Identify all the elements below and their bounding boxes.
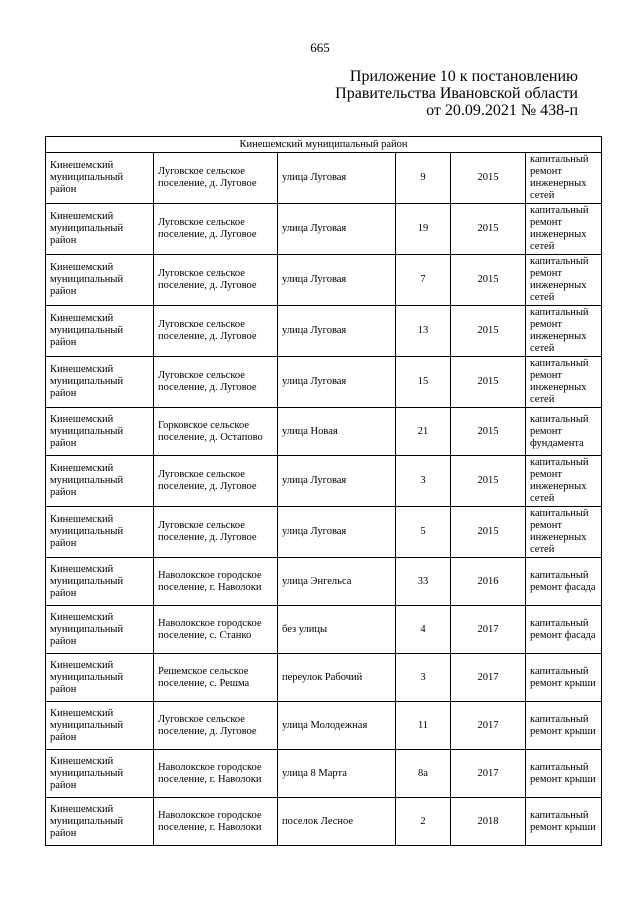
settlement-cell: Луговское сельское поселение, д. Луговое (154, 255, 278, 306)
street-cell: улица Луговая (278, 153, 396, 204)
work-type-cell: капитальный ремонт инженерных сетей (526, 456, 602, 507)
street-cell: улица Луговая (278, 255, 396, 306)
house-number-cell: 3 (396, 654, 451, 702)
district-cell: Кинешемский муниципальный район (46, 558, 154, 606)
year-cell: 2017 (451, 702, 526, 750)
house-number-cell: 15 (396, 357, 451, 408)
table-row (46, 204, 602, 255)
year-cell: 2015 (451, 507, 526, 558)
work-type-cell: капитальный ремонт инженерных сетей (526, 306, 602, 357)
house-number-cell: 3 (396, 456, 451, 507)
appendix-line-1: Приложение 10 к постановлению (349, 68, 578, 85)
year-cell: 2015 (451, 153, 526, 204)
year-cell: 2016 (451, 558, 526, 606)
work-type-cell: капитальный ремонт инженерных сетей (526, 357, 602, 408)
settlement-cell: Луговское сельское поселение, д. Луговое (154, 153, 278, 204)
settlement-cell: Наволокское городское поселение, с. Станко (154, 606, 278, 654)
district-cell: Кинешемский муниципальный район (46, 255, 154, 306)
house-number-cell: 19 (396, 204, 451, 255)
settlement-cell: Луговское сельское поселение, д. Луговое (154, 456, 278, 507)
table-row (46, 702, 602, 750)
table-row (46, 798, 602, 846)
year-cell: 2015 (451, 204, 526, 255)
year-cell: 2015 (451, 408, 526, 456)
settlement-cell: Наволокское городское поселение, г. Наволоки (154, 558, 278, 606)
street-cell: улица Луговая (278, 306, 396, 357)
street-cell: улица Молодежная (278, 702, 396, 750)
district-cell: Кинешемский муниципальный район (46, 153, 154, 204)
district-cell: Кинешемский муниципальный район (46, 654, 154, 702)
district-cell: Кинешемский муниципальный район (46, 606, 154, 654)
settlement-cell: Решемское сельское поселение, с. Решма (154, 654, 278, 702)
settlement-cell: Луговское сельское поселение, д. Луговое (154, 702, 278, 750)
district-cell: Кинешемский муниципальный район (46, 408, 154, 456)
house-number-cell: 21 (396, 408, 451, 456)
settlement-cell: Горковское сельское поселение, д. Остапово (154, 408, 278, 456)
house-number-cell: 7 (396, 255, 451, 306)
settlement-cell: Наволокское городское поселение, г. Наволоки (154, 798, 278, 846)
district-cell: Кинешемский муниципальный район (46, 204, 154, 255)
work-type-cell: капитальный ремонт крыши (526, 702, 602, 750)
table-row (46, 558, 602, 606)
year-cell: 2015 (451, 255, 526, 306)
work-type-cell: капитальный ремонт инженерных сетей (526, 153, 602, 204)
work-type-cell: капитальный ремонт крыши (526, 654, 602, 702)
district-header-row (46, 137, 602, 153)
year-cell: 2017 (451, 606, 526, 654)
street-cell: без улицы (278, 606, 396, 654)
settlement-cell: Луговское сельское поселение, д. Луговое (154, 204, 278, 255)
table-row (46, 153, 602, 204)
table-row (46, 408, 602, 456)
table-row (46, 606, 602, 654)
street-cell: улица Луговая (278, 456, 396, 507)
table-row (46, 750, 602, 798)
year-cell: 2017 (451, 750, 526, 798)
table-row (46, 507, 602, 558)
work-type-cell: капитальный ремонт фундамента (526, 408, 602, 456)
year-cell: 2015 (451, 357, 526, 408)
house-number-cell: 2 (396, 798, 451, 846)
house-number-cell: 5 (396, 507, 451, 558)
street-cell: улица 8 Марта (278, 750, 396, 798)
year-cell: 2017 (451, 654, 526, 702)
year-cell: 2015 (451, 456, 526, 507)
district-cell: Кинешемский муниципальный район (46, 702, 154, 750)
street-cell: переулок Рабочий (278, 654, 396, 702)
street-cell: улица Луговая (278, 204, 396, 255)
street-cell: улица Луговая (278, 357, 396, 408)
year-cell: 2018 (451, 798, 526, 846)
street-cell: улица Луговая (278, 507, 396, 558)
work-type-cell: капитальный ремонт инженерных сетей (526, 507, 602, 558)
year-cell: 2015 (451, 306, 526, 357)
table-body (46, 137, 602, 846)
table-row (46, 306, 602, 357)
settlement-cell: Наволокское городское поселение, г. Наволоки (154, 750, 278, 798)
house-number-cell: 11 (396, 702, 451, 750)
settlement-cell: Луговское сельское поселение, д. Луговое (154, 306, 278, 357)
settlement-cell: Луговское сельское поселение, д. Луговое (154, 507, 278, 558)
appendix-line-2: Правительства Ивановской области (335, 85, 578, 102)
district-cell: Кинешемский муниципальный район (46, 507, 154, 558)
work-type-cell: капитальный ремонт инженерных сетей (526, 255, 602, 306)
work-type-cell: капитальный ремонт крыши (526, 798, 602, 846)
district-cell: Кинешемский муниципальный район (46, 456, 154, 507)
table-row (46, 357, 602, 408)
table-row (46, 654, 602, 702)
work-type-cell: капитальный ремонт крыши (526, 750, 602, 798)
street-cell: поселок Лесное (278, 798, 396, 846)
street-cell: улица Энгельса (278, 558, 396, 606)
table-row (46, 456, 602, 507)
district-cell: Кинешемский муниципальный район (46, 306, 154, 357)
house-number-cell: 9 (396, 153, 451, 204)
page-number: 665 (310, 40, 330, 55)
appendix-header (335, 68, 578, 119)
street-cell: улица Новая (278, 408, 396, 456)
appendix-line-3: от 20.09.2021 № 438-п (426, 102, 578, 119)
work-type-cell: капитальный ремонт фасада (526, 558, 602, 606)
district-cell: Кинешемский муниципальный район (46, 798, 154, 846)
work-type-cell: капитальный ремонт фасада (526, 606, 602, 654)
house-number-cell: 8а (396, 750, 451, 798)
settlement-cell: Луговское сельское поселение, д. Луговое (154, 357, 278, 408)
house-number-cell: 4 (396, 606, 451, 654)
work-type-cell: капитальный ремонт инженерных сетей (526, 204, 602, 255)
table-row (46, 255, 602, 306)
housing-repair-table (45, 136, 602, 846)
district-cell: Кинешемский муниципальный район (46, 750, 154, 798)
district-cell: Кинешемский муниципальный район (46, 357, 154, 408)
district-header: Кинешемский муниципальный район (46, 137, 602, 153)
house-number-cell: 13 (396, 306, 451, 357)
house-number-cell: 33 (396, 558, 451, 606)
